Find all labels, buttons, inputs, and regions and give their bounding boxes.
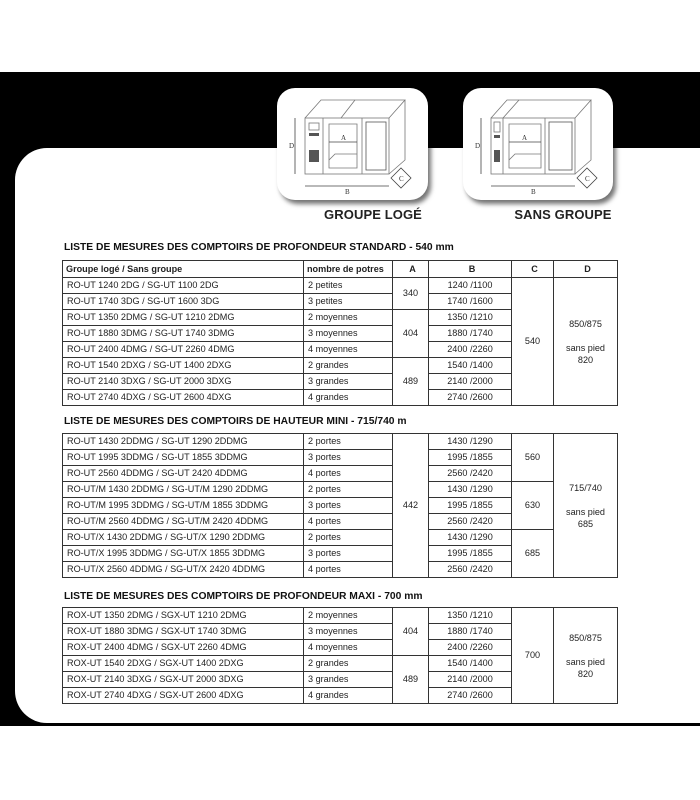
doors-cell: 4 grandes <box>304 390 393 406</box>
doors-cell: 2 petites <box>304 278 393 294</box>
b-cell: 1430 /1290 <box>429 530 512 546</box>
doors-cell: 3 petites <box>304 294 393 310</box>
caption-sans-groupe: SANS GROUPE <box>514 207 612 222</box>
dimension-d-label: D <box>475 142 481 150</box>
header-d: D <box>554 261 618 278</box>
d-cell <box>554 434 618 578</box>
doors-cell: 3 moyennes <box>304 326 393 342</box>
d-note: sans pied <box>566 656 605 667</box>
b-cell: 1350 /1210 <box>429 608 512 624</box>
section-title-mini: LISTE DE MESURES DES COMPTOIRS DE HAUTEUR MINI - 715/740 m <box>64 416 407 427</box>
doors-cell: 2 moyennes <box>304 608 393 624</box>
doors-cell: 2 portes <box>304 482 393 498</box>
header-c: C <box>512 261 554 278</box>
caption-groupe-loge: GROUPE LOGÉ <box>324 207 422 222</box>
b-cell: 2560 /2420 <box>429 562 512 578</box>
model-cell: RO-UT/M 2560 4DDMG / SG-UT/M 2420 4DDMG <box>63 514 304 530</box>
diagram-card-sans-groupe <box>463 88 613 200</box>
counter-diagram-sans-groupe <box>463 88 613 200</box>
model-cell: ROX-UT 1350 2DMG / SGX-UT 1210 2DMG <box>63 608 304 624</box>
counter-diagram-groupe-loge <box>277 88 428 200</box>
d-cell <box>554 608 618 704</box>
doors-cell: 3 moyennes <box>304 624 393 640</box>
a-cell: 340 <box>393 278 429 310</box>
d-main-value: 850/875 <box>569 632 602 643</box>
header-a: A <box>393 261 429 278</box>
b-cell: 1995 /1855 <box>429 498 512 514</box>
b-cell: 1240 /1100 <box>429 278 512 294</box>
doors-cell: 2 moyennes <box>304 310 393 326</box>
doors-cell: 3 grandes <box>304 672 393 688</box>
b-cell: 1540 /1400 <box>429 656 512 672</box>
table-row <box>63 434 618 450</box>
b-cell: 2560 /2420 <box>429 466 512 482</box>
a-cell: 489 <box>393 656 429 704</box>
c-cell: 685 <box>512 530 554 578</box>
section-title-maxi: LISTE DE MESURES DES COMPTOIRS DE PROFONDEUR MAXI - 700 mm <box>64 591 423 602</box>
b-cell: 1880 /1740 <box>429 326 512 342</box>
b-cell: 1995 /1855 <box>429 450 512 466</box>
model-cell: RO-UT 2560 4DDMG / SG-UT 2420 4DDMG <box>63 466 304 482</box>
d-cell <box>554 278 618 406</box>
dimension-a-label: A <box>522 134 528 142</box>
model-cell: RO-UT 1740 3DG / SG-UT 1600 3DG <box>63 294 304 310</box>
doors-cell: 4 moyennes <box>304 640 393 656</box>
section-title-standard: LISTE DE MESURES DES COMPTOIRS DE PROFONDEUR STANDARD - 540 mm <box>64 242 454 253</box>
dimension-b-label: B <box>531 188 536 196</box>
diagram-card-groupe-loge <box>277 88 428 200</box>
header-doors: nombre de potres <box>304 261 393 278</box>
b-cell: 2560 /2420 <box>429 514 512 530</box>
b-cell: 1540 /1400 <box>429 358 512 374</box>
table-row <box>63 278 618 294</box>
model-cell: RO-UT/X 1430 2DDMG / SG-UT/X 1290 2DDMG <box>63 530 304 546</box>
dimension-c-label: C <box>585 175 590 183</box>
b-cell: 2400 /2260 <box>429 342 512 358</box>
model-cell: RO-UT/M 1430 2DDMG / SG-UT/M 1290 2DDMG <box>63 482 304 498</box>
header-model: Groupe logé / Sans groupe <box>63 261 304 278</box>
table-maxi <box>62 607 618 704</box>
model-cell: RO-UT/X 2560 4DDMG / SG-UT/X 2420 4DDMG <box>63 562 304 578</box>
model-cell: RO-UT 2140 3DXG / SG-UT 2000 3DXG <box>63 374 304 390</box>
doors-cell: 2 portes <box>304 434 393 450</box>
c-cell: 540 <box>512 278 554 406</box>
table-row <box>63 530 618 546</box>
header-b: B <box>429 261 512 278</box>
model-cell: RO-UT 2400 4DMG / SG-UT 2260 4DMG <box>63 342 304 358</box>
d-main-value: 850/875 <box>569 318 602 329</box>
table-row <box>63 482 618 498</box>
b-cell: 2740 /2600 <box>429 390 512 406</box>
model-cell: ROX-UT 1880 3DMG / SGX-UT 1740 3DMG <box>63 624 304 640</box>
model-cell: RO-UT 1880 3DMG / SG-UT 1740 3DMG <box>63 326 304 342</box>
b-cell: 2140 /2000 <box>429 672 512 688</box>
b-cell: 1880 /1740 <box>429 624 512 640</box>
b-cell: 1740 /1600 <box>429 294 512 310</box>
a-cell: 404 <box>393 608 429 656</box>
model-cell: RO-UT 1430 2DDMG / SG-UT 1290 2DDMG <box>63 434 304 450</box>
table-standard <box>62 260 618 406</box>
doors-cell: 4 portes <box>304 562 393 578</box>
dimension-a-label: A <box>341 134 347 142</box>
d-note: sans pied <box>566 342 605 353</box>
dimension-b-label: B <box>345 188 350 196</box>
d-main-value: 715/740 <box>569 482 602 493</box>
model-cell: RO-UT 2740 4DXG / SG-UT 2600 4DXG <box>63 390 304 406</box>
b-cell: 2140 /2000 <box>429 374 512 390</box>
a-cell: 489 <box>393 358 429 406</box>
c-cell: 630 <box>512 482 554 530</box>
doors-cell: 4 moyennes <box>304 342 393 358</box>
b-cell: 1430 /1290 <box>429 482 512 498</box>
table-header <box>63 261 618 278</box>
model-cell: RO-UT 1240 2DG / SG-UT 1100 2DG <box>63 278 304 294</box>
model-cell: ROX-UT 2140 3DXG / SGX-UT 2000 3DXG <box>63 672 304 688</box>
doors-cell: 2 grandes <box>304 656 393 672</box>
b-cell: 1430 /1290 <box>429 434 512 450</box>
table-row <box>63 608 618 624</box>
model-cell: ROX-UT 1540 2DXG / SGX-UT 1400 2DXG <box>63 656 304 672</box>
a-cell: 404 <box>393 310 429 358</box>
model-cell: ROX-UT 2740 4DXG / SGX-UT 2600 4DXG <box>63 688 304 704</box>
model-cell: RO-UT 1350 2DMG / SG-UT 1210 2DMG <box>63 310 304 326</box>
d-note: sans pied <box>566 506 605 517</box>
doors-cell: 4 portes <box>304 466 393 482</box>
b-cell: 1995 /1855 <box>429 546 512 562</box>
model-cell: RO-UT 1540 2DXG / SG-UT 1400 2DXG <box>63 358 304 374</box>
d-note-value: 820 <box>577 354 594 365</box>
doors-cell: 2 grandes <box>304 358 393 374</box>
b-cell: 2740 /2600 <box>429 688 512 704</box>
a-cell: 442 <box>393 434 429 578</box>
table-mini <box>62 433 618 578</box>
doors-cell: 3 portes <box>304 450 393 466</box>
d-note-value: 685 <box>577 518 594 529</box>
doors-cell: 3 portes <box>304 498 393 514</box>
dimension-d-label: D <box>289 142 295 150</box>
doors-cell: 4 portes <box>304 514 393 530</box>
model-cell: RO-UT/X 1995 3DDMG / SG-UT/X 1855 3DDMG <box>63 546 304 562</box>
model-cell: RO-UT 1995 3DDMG / SG-UT 1855 3DDMG <box>63 450 304 466</box>
doors-cell: 2 portes <box>304 530 393 546</box>
c-cell: 700 <box>512 608 554 704</box>
model-cell: ROX-UT 2400 4DMG / SGX-UT 2260 4DMG <box>63 640 304 656</box>
doors-cell: 3 portes <box>304 546 393 562</box>
model-cell: RO-UT/M 1995 3DDMG / SG-UT/M 1855 3DDMG <box>63 498 304 514</box>
b-cell: 2400 /2260 <box>429 640 512 656</box>
d-note-value: 820 <box>577 668 594 679</box>
doors-cell: 4 grandes <box>304 688 393 704</box>
doors-cell: 3 grandes <box>304 374 393 390</box>
dimension-c-label: C <box>399 175 404 183</box>
c-cell: 560 <box>512 434 554 482</box>
b-cell: 1350 /1210 <box>429 310 512 326</box>
